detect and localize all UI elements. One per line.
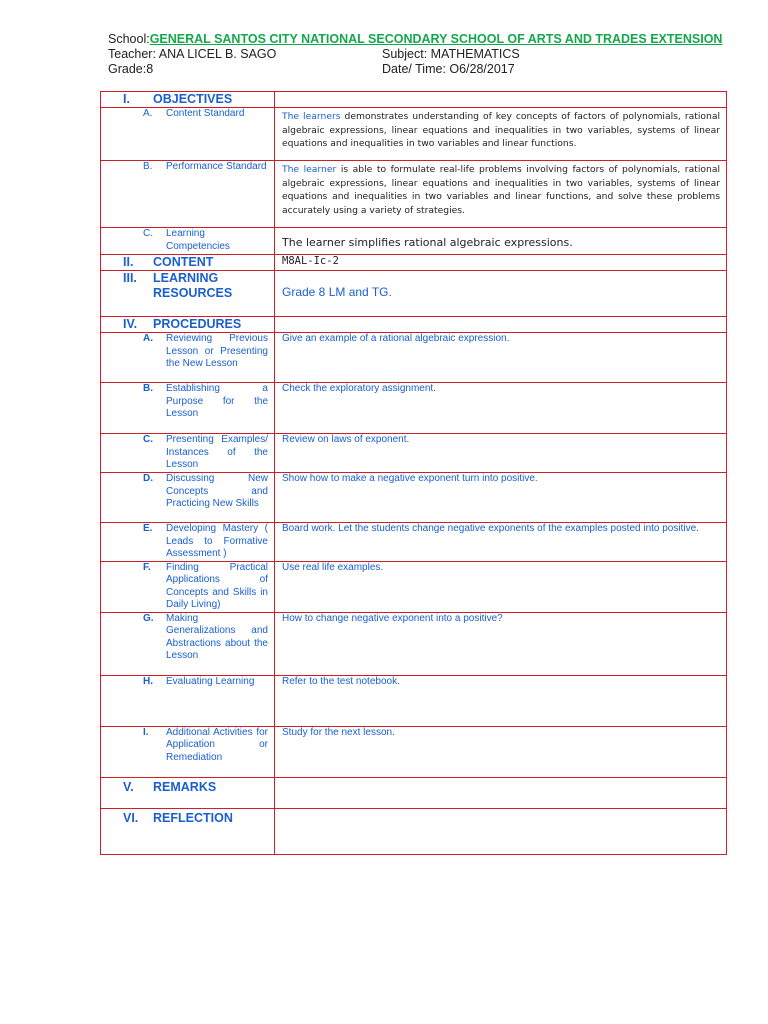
grade-date-line (108, 62, 722, 77)
learning-competencies-row: C. Learning Competencies The learner simplifies rational algebraic expressions. (101, 228, 727, 255)
section-heading: VI. REFLECTION (123, 810, 233, 825)
procedure-item: E. Developing Mastery ( Leads to Formative Assessment ) Board work. Let the students change negative exponents of the examples posted into positive. (101, 523, 727, 562)
performance-standard-text: The learner is able to formulate real-life problems involving factors of polynomials, rational algebraic expressions, linear equations and inequalities in two variables, systems of linear equations and inequalities in two variables and linear functions, and solve these problems accurately using a variety of strategies. (282, 164, 720, 216)
learning-resources-value: Grade 8 LM and TG. (282, 285, 392, 299)
school-line (108, 32, 722, 47)
procedures-row (101, 317, 727, 333)
subject: Subject: MATHEMATICS (382, 47, 520, 61)
procedure-item: I. Additional Activities for Application or Remediation Study for the next lesson. (101, 726, 727, 777)
teacher-subject-line (108, 47, 722, 62)
procedure-item: C. Presenting Examples/ Instances of the Lesson Review on laws of exponent. (101, 434, 727, 473)
section-heading: III. LEARNING RESOURCES (123, 271, 233, 300)
learning-competencies-label: Learning Competencies (166, 228, 230, 252)
grade: Grade:8 (108, 62, 154, 76)
date-time: Date/ Time: O6/28/2017 (382, 62, 515, 76)
performance-standard-label: Performance Standard (166, 161, 267, 172)
performance-standard-row: B. Performance Standard The learner is able to formulate real-life problems involving factors of polynomials, rational algebraic expressions, linear equations and inequalities in two variables, systems of linear equations and inequalities in two variables and linear functions, and solve these problems accurately using a variety of strategies. (101, 161, 727, 228)
lesson-plan-table (100, 91, 727, 855)
section-heading: IV. PROCEDURES (123, 317, 242, 331)
reflection-row (101, 808, 727, 854)
section-heading: V. REMARKS (123, 779, 217, 794)
procedure-item: F. Finding Practical Applications of Concepts and Skills in Daily Living) Use real life examples. (101, 561, 727, 612)
learning-resources-row (101, 271, 727, 317)
learning-competencies-text: The learner simplifies rational algebraic expressions. (282, 236, 573, 249)
school-name: GENERAL SANTOS CITY NATIONAL SECONDARY SCHOOL OF ARTS AND TRADES EXTENSION (149, 32, 723, 46)
document-header (108, 32, 722, 77)
school-label: School: (108, 32, 150, 46)
section-heading: I. OBJECTIVES (123, 92, 233, 106)
procedure-item: B. Establishing a Purpose for the Lesson Check the exploratory assignment. (101, 383, 727, 434)
procedure-item: D. Discussing New Concepts and Practicing New Skills Show how to make a negative exponent turn into positive. (101, 473, 727, 523)
procedure-item: H. Evaluating Learning Refer to the test notebook. (101, 675, 727, 726)
content-standard-row: A. Content Standard The learners demonstrates understanding of key concepts of factors of polynomials, rational algebraic expressions, linear equations and inequalities in two variables, systems of linear equations and inequalities in two variables and linear functions. (101, 108, 727, 161)
content-code: M8AL-Ic-2 (282, 255, 339, 267)
content-standard-text: The learners demonstrates understanding of key concepts of factors of polynomials, rational algebraic expressions, linear equations and inequalities in two variables, systems of linear equations and inequalities in two variables and linear functions. (282, 111, 721, 149)
teacher-name: Teacher: ANA LICEL B. SAGO (108, 47, 277, 61)
content-standard-label: Content Standard (166, 108, 245, 119)
procedure-item: G. Making Generalizations and Abstractions about the Lesson How to change negative exponent into a positive? (101, 612, 727, 675)
remarks-row (101, 777, 727, 808)
content-row (101, 255, 727, 271)
procedure-item: A. Reviewing Previous Lesson or Presenting the New Lesson Give an example of a rational algebraic expression. (101, 333, 727, 383)
objectives-row (101, 92, 727, 108)
section-heading: II. CONTENT (123, 255, 214, 269)
